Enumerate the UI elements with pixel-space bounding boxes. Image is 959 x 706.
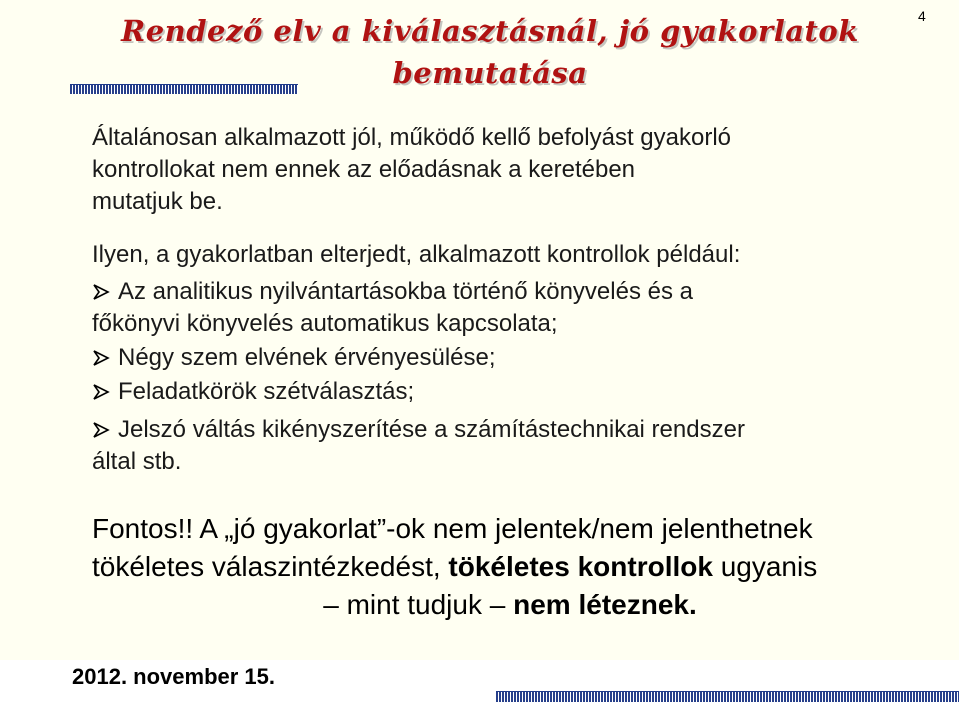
note-line-2 bbox=[92, 548, 928, 586]
bullet-item-3 bbox=[92, 376, 414, 408]
footer-date: 2012. november 15. bbox=[72, 664, 276, 689]
arrowhead-bullet-icon bbox=[92, 276, 118, 308]
important-note bbox=[92, 510, 928, 624]
note-line-3 bbox=[92, 586, 928, 624]
bullet-4-line-1: Jelszó váltás kikényszerítése a számítástechnikai rendszer bbox=[118, 416, 745, 443]
arrowhead-bullet-icon bbox=[92, 376, 118, 408]
slide-title-line-1: Rendező elv a kiválasztásnál, jó gyakorlatok bbox=[121, 14, 859, 48]
arrowhead-bullet-icon bbox=[92, 342, 118, 374]
note-line-3-start: – mint tudjuk – bbox=[323, 589, 514, 620]
slide-title-line-2: bemutatása bbox=[392, 56, 588, 90]
intro-line-2: kontrollokat nem ennek az előadásnak a keretében bbox=[92, 156, 636, 183]
bullet-4-line-2: által stb. bbox=[92, 448, 182, 475]
note-line-3-bold: nem léteznek. bbox=[513, 589, 697, 620]
lead-sentence: Ilyen, a gyakorlatban elterjedt, alkalmazott kontrollok például: bbox=[92, 241, 741, 268]
note-line-2-bold: tökéletes kontrollok bbox=[448, 551, 713, 582]
decorative-stripe-top bbox=[70, 84, 298, 94]
bullet-item-2 bbox=[92, 342, 496, 374]
note-line-2-end: ugyanis bbox=[712, 551, 818, 582]
page-number: 4 bbox=[918, 8, 926, 24]
decorative-stripe-bottom bbox=[496, 691, 959, 702]
intro-line-1: Általánosan alkalmazott jól, működő kellő befolyást gyakorló bbox=[92, 124, 732, 151]
bullet-1-line-1: Az analitikus nyilvántartásokba történő könyvelés és a bbox=[118, 278, 693, 305]
note-line-2-start: tökéletes válaszintézkedést, bbox=[92, 551, 449, 582]
bullet-item-1 bbox=[92, 276, 693, 340]
intro-paragraph bbox=[92, 122, 731, 218]
bullet-item-4 bbox=[92, 414, 745, 478]
note-line-1: Fontos!! A „jó gyakorlat”-ok nem jelentek/nem jelenthetnek bbox=[92, 513, 813, 544]
bullet-1-line-2: főkönyvi könyvelés automatikus kapcsolata; bbox=[92, 310, 558, 337]
bullet-2-line-1: Négy szem elvének érvényesülése; bbox=[118, 344, 496, 371]
intro-line-3: mutatjuk be. bbox=[92, 188, 223, 215]
bullet-3-line-1: Feladatkörök szétválasztás; bbox=[118, 378, 415, 405]
arrowhead-bullet-icon bbox=[92, 414, 118, 446]
